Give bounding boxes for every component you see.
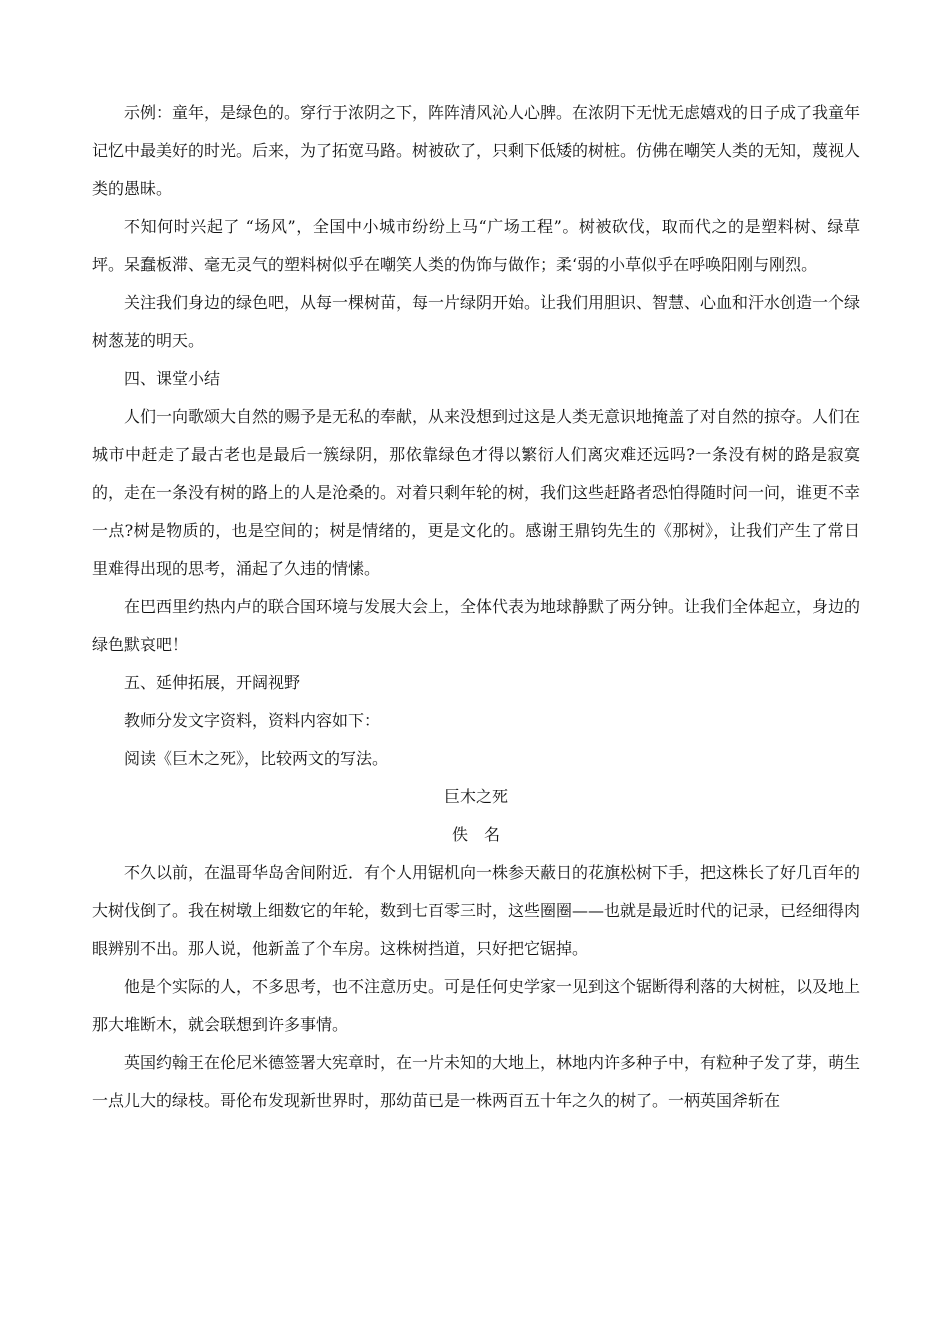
paragraph-example: 示例：童年，是绿色的。穿行于浓阴之下，阵阵清风沁人心脾。在浓阴下无忧无虑嬉戏的日子成了我童年记忆中最美好的时光。后来，为了拓宽马路。树被砍了，只剩下低矮的树桩。仿佛在嘲笑人类的无知，蔑视人类的愚昧。 (92, 103, 861, 198)
paragraph-materials: 教师分发文字资料，资料内容如下： (124, 711, 381, 730)
paragraph-history: 英国约翰王在伦尼米德签署大宪章时，在一片未知的大地上，林地内许多种子中，有粒种子发了芽，萌生一点儿大的绿枝。哥伦布发现新世界时，那幼苗已是一株两百五十年之久的树了。一柄英国斧斩在 (92, 1053, 861, 1110)
paragraph-reading-task: 阅读《巨木之死》，比较两文的写法。 (124, 749, 389, 768)
article-title: 巨木之死 (443, 787, 508, 806)
paragraph-tree-felled: 不久以前，在温哥华岛舍间附近．有个人用锯机向一株参天蔽日的花旗松树下手，把这株长了好几百年的大树伐倒了。我在树墩上细数它的年轮，数到七百零三时，这些圈圈——也就是最近时代的记录，已经细得肉眼辨别不出。那人说，他新盖了个车房。这株树挡道，只好把它锯掉。 (92, 863, 861, 958)
paragraph-silence: 在巴西里约热内卢的联合国环境与发展大会上，全体代表为地球静默了两分钟。让我们全体起立，身边的绿色默哀吧！ (92, 597, 861, 654)
paragraph-summary: 人们一向歌颂大自然的赐予是无私的奉献，从来没想到过这是人类无意识地掩盖了对自然的掠夺。人们在城市中赶走了最古老也是最后一簇绿阴，那依靠绿色才得以繁衍人们离灾难还远吗?一条没有树的路是寂寞的，走在一条没有树的路上的人是沧桑的。对着只剩年轮的树，我们这些赶路者恐怕得随时问一问，谁更不幸一点?树是物质的，也是空间的；树是情绪的，更是文化的。感谢王鼎钧先生的《那树》，让我们产生了常日里难得出现的思考，涌起了久违的情愫。 (92, 407, 861, 578)
document-page (92, 94, 860, 1120)
section-heading-extension: 五、延伸拓展，开阔视野 (124, 673, 301, 692)
article-author: 佚名 (451, 825, 516, 844)
section-heading-summary: 四、课堂小结 (124, 369, 221, 388)
paragraph-practical-man: 他是个实际的人，不多思考，也不注意历史。可是任何史学家一见到这个锯断得利落的大树桩，以及地上那大堆断木，就会联想到许多事情。 (92, 977, 861, 1034)
paragraph-square-craze: 不知何时兴起了 “场风”，全国中小城市纷纷上马“广场工程”。树被砍伐，取而代之的是塑料树、绿草坪。呆蠢板滞、毫无灵气的塑料树似乎在嘲笑人类的伪饰与做作；柔‘弱的小草似乎在呼唤阳刚与刚烈。 (92, 217, 860, 274)
paragraph-care-green: 关注我们身边的绿色吧，从每一棵树苗，每一片绿阴开始。让我们用胆识、智慧、心血和汗水创造一个绿树葱茏的明天。 (92, 293, 861, 350)
